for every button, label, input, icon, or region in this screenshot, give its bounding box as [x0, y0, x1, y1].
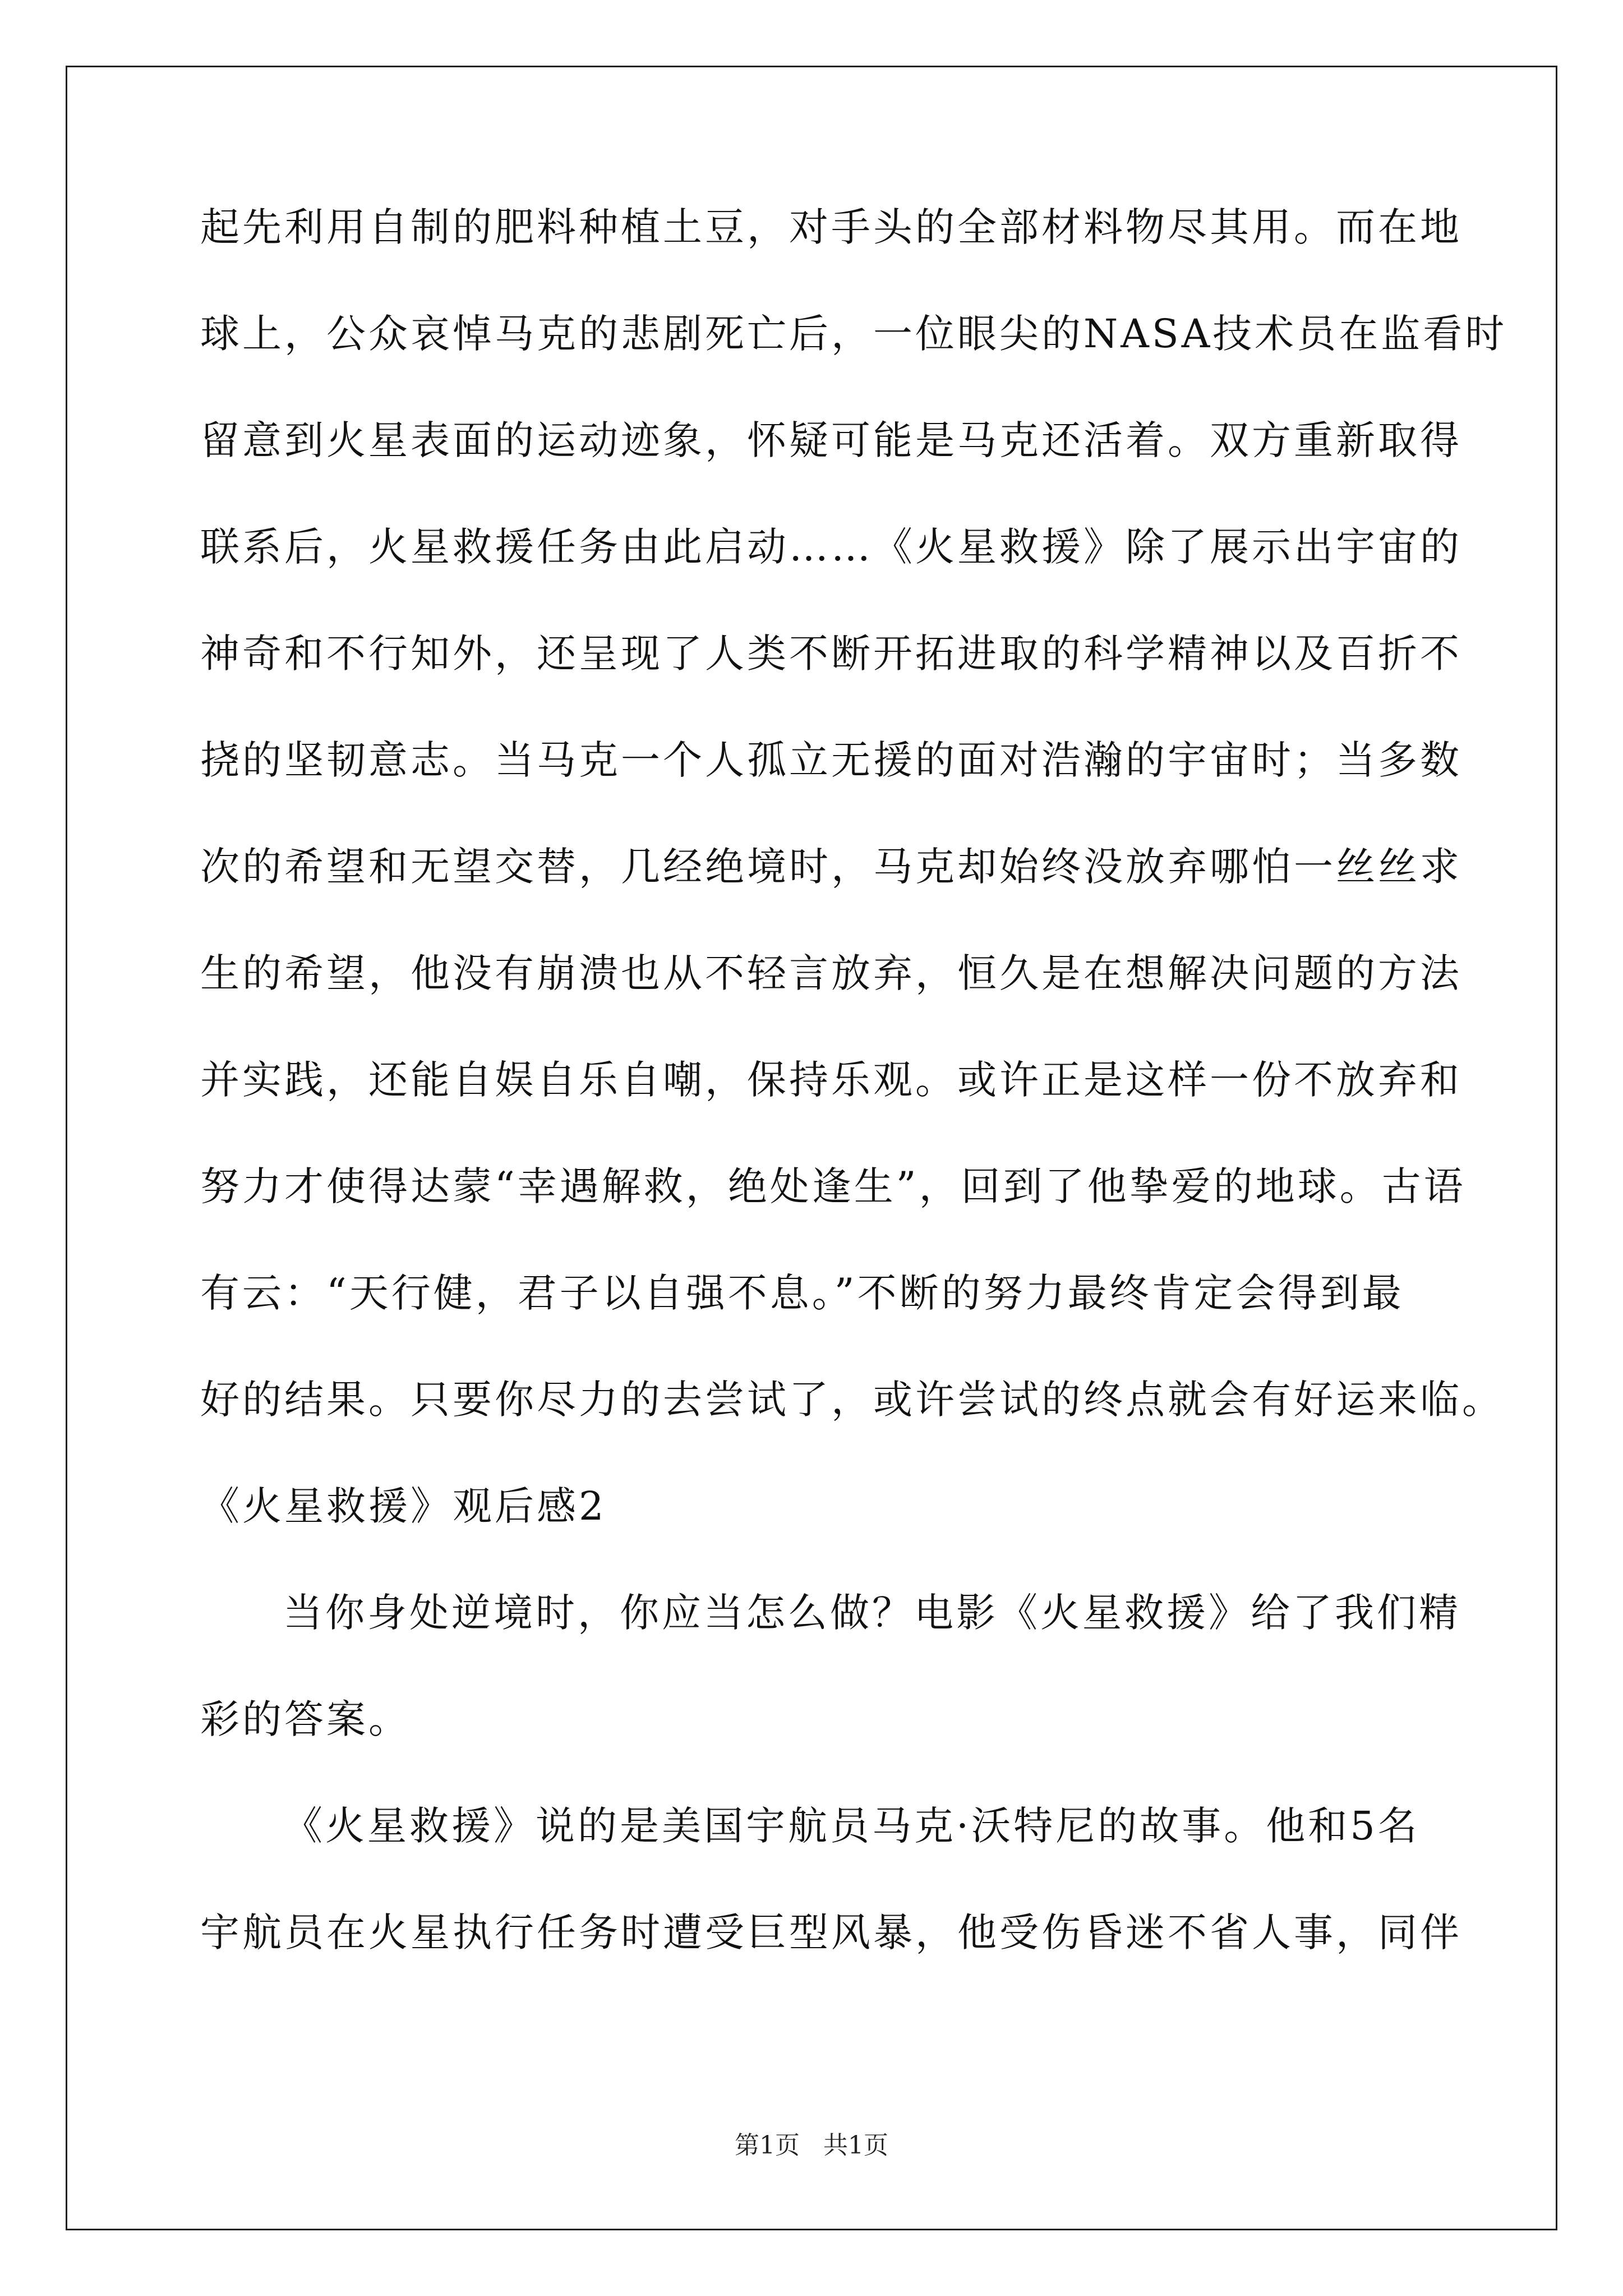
paragraph-line: 彩的答案。 — [200, 1696, 411, 1742]
text-line: 好的结果。只要你尽力的去尝试了，或许尝试的终点就会有好运来临。 — [200, 1377, 1504, 1423]
text-line: 并实践，还能自娱自乐自嘲，保持乐观。或许正是这样一份不放弃和 — [200, 1057, 1462, 1103]
page-number: 第1页 — [735, 2131, 800, 2160]
text-line: 留意到火星表面的运动迹象，怀疑可能是马克还活着。双方重新取得 — [200, 417, 1462, 463]
text-line: 挠的坚韧意志。当马克一个人孤立无援的面对浩瀚的宇宙时；当多数 — [200, 737, 1462, 783]
text-line: 球上，公众哀悼马克的悲剧死亡后，一位眼尖的NASA技术员在监看时 — [200, 311, 1507, 357]
text-line: 生的希望，他没有崩溃也从不轻言放弃，恒久是在想解决问题的方法 — [200, 950, 1462, 996]
text-line: 有云：“天行健，君子以自强不息。”不断的努力最终肯定会得到最 — [200, 1270, 1404, 1316]
paragraph-line: 宇航员在火星执行任务时遭受巨型风暴，他受伤昏迷不省人事，同伴 — [200, 1910, 1462, 1955]
text-line: 努力才使得达蒙“幸遇解救，绝处逢生”，回到了他挚爱的地球。古语 — [200, 1163, 1466, 1209]
page-total: 共1页 — [823, 2131, 888, 2160]
text-line: 次的希望和无望交替，几经绝境时，马克却始终没放弃哪怕一丝丝求 — [200, 844, 1462, 890]
paragraph-line: 《火星救援》说的是美国宇航员马克·沃特尼的故事。他和5名 — [283, 1803, 1420, 1849]
paragraph-line: 当你身处逆境时，你应当怎么做？电影《火星救援》给了我们精 — [283, 1590, 1461, 1636]
section-heading: 《火星救援》观后感2 — [200, 1483, 607, 1529]
page-footer — [0, 2129, 1623, 2162]
text-line: 神奇和不行知外，还呈现了人类不断开拓进取的科学精神以及百折不 — [200, 631, 1462, 677]
text-line: 起先利用自制的肥料种植土豆，对手头的全部材料物尽其用。而在地 — [200, 204, 1462, 250]
text-line: 联系后，火星救援任务由此启动……《火星救援》除了展示出宇宙的 — [200, 524, 1462, 570]
page-border — [66, 66, 1557, 2230]
